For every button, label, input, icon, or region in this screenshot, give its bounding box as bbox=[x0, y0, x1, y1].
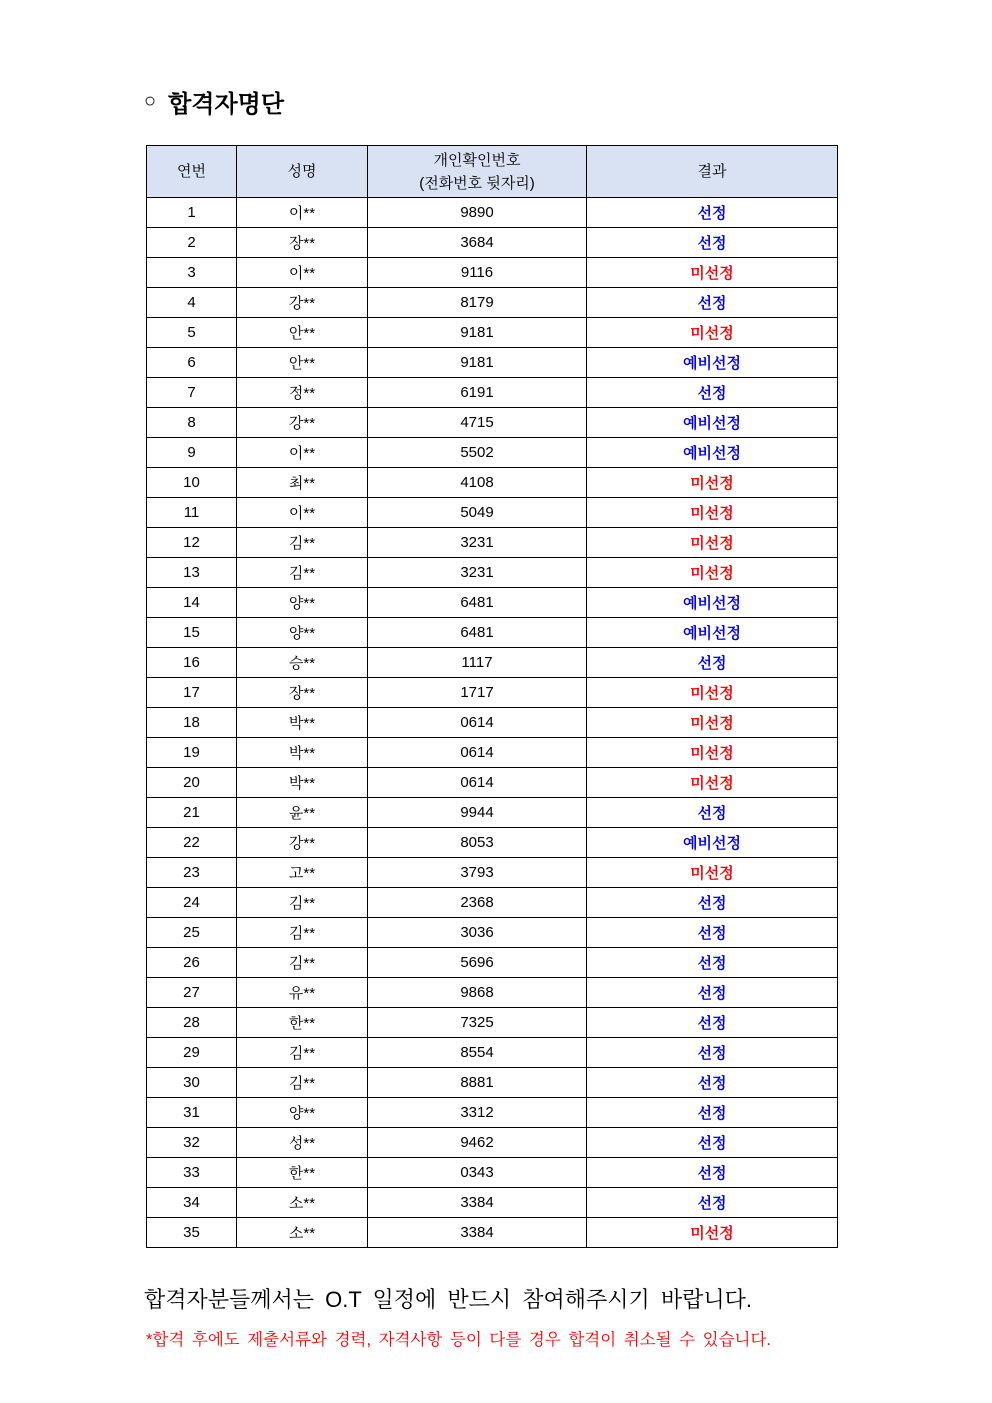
table-row bbox=[147, 228, 838, 258]
cell-phone: 0614 bbox=[368, 708, 587, 738]
header-result: 결과 bbox=[587, 146, 838, 198]
table-row bbox=[147, 888, 838, 918]
cell-no: 7 bbox=[147, 378, 237, 408]
cell-name: 이** bbox=[237, 258, 368, 288]
cell-result: 선정 bbox=[587, 918, 838, 948]
cell-phone: 3036 bbox=[368, 918, 587, 948]
cell-no: 6 bbox=[147, 348, 237, 378]
cell-no: 31 bbox=[147, 1098, 237, 1128]
cell-no: 30 bbox=[147, 1068, 237, 1098]
cell-phone: 1717 bbox=[368, 678, 587, 708]
table-row bbox=[147, 1098, 838, 1128]
cell-phone: 0614 bbox=[368, 738, 587, 768]
cell-name: 안** bbox=[237, 348, 368, 378]
cell-name: 윤** bbox=[237, 798, 368, 828]
cell-phone: 3384 bbox=[368, 1218, 587, 1248]
cell-no: 29 bbox=[147, 1038, 237, 1068]
cell-result: 미선정 bbox=[587, 318, 838, 348]
table-row bbox=[147, 1038, 838, 1068]
table-row bbox=[147, 348, 838, 378]
cell-no: 34 bbox=[147, 1188, 237, 1218]
cell-result: 선정 bbox=[587, 378, 838, 408]
cell-name: 유** bbox=[237, 978, 368, 1008]
cell-result: 선정 bbox=[587, 948, 838, 978]
table-row bbox=[147, 858, 838, 888]
cell-name: 김** bbox=[237, 888, 368, 918]
cell-phone: 5696 bbox=[368, 948, 587, 978]
cell-result: 미선정 bbox=[587, 468, 838, 498]
page-title-text: 합격자명단 bbox=[168, 91, 285, 118]
table-row bbox=[147, 588, 838, 618]
table-row bbox=[147, 468, 838, 498]
cell-no: 24 bbox=[147, 888, 237, 918]
cell-phone: 9944 bbox=[368, 798, 587, 828]
cell-name: 강** bbox=[237, 288, 368, 318]
cell-phone: 0343 bbox=[368, 1158, 587, 1188]
ot-notice-text: 합격자분들께서는 O.T 일정에 반드시 참여해주시기 바랍니다. bbox=[144, 1287, 752, 1312]
cell-result: 선정 bbox=[587, 1158, 838, 1188]
header-name: 성명 bbox=[237, 146, 368, 198]
cell-phone: 6481 bbox=[368, 588, 587, 618]
header-no: 연번 bbox=[147, 146, 237, 198]
cell-phone: 9181 bbox=[368, 348, 587, 378]
cell-phone: 8881 bbox=[368, 1068, 587, 1098]
cell-result: 미선정 bbox=[587, 738, 838, 768]
cell-phone: 3384 bbox=[368, 1188, 587, 1218]
cell-name: 정** bbox=[237, 378, 368, 408]
disqualification-warning-text: *합격 후에도 제출서류와 경력, 자격사항 등이 다를 경우 합격이 취소될 수 있습니다. bbox=[146, 1331, 772, 1349]
cell-name: 한** bbox=[237, 1008, 368, 1038]
header-phone-line1: 개인확인번호 bbox=[433, 151, 521, 169]
cell-phone: 9890 bbox=[368, 198, 587, 228]
cell-result: 선정 bbox=[587, 1128, 838, 1158]
table-row bbox=[147, 438, 838, 468]
cell-result: 예비선정 bbox=[587, 588, 838, 618]
cell-phone: 9116 bbox=[368, 258, 587, 288]
cell-result: 예비선정 bbox=[587, 618, 838, 648]
cell-name: 승** bbox=[237, 648, 368, 678]
table-row bbox=[147, 948, 838, 978]
cell-name: 이** bbox=[237, 438, 368, 468]
cell-phone: 3793 bbox=[368, 858, 587, 888]
cell-result: 미선정 bbox=[587, 498, 838, 528]
cell-phone: 6191 bbox=[368, 378, 587, 408]
cell-name: 양** bbox=[237, 588, 368, 618]
cell-name: 장** bbox=[237, 228, 368, 258]
table-row bbox=[147, 408, 838, 438]
table-header bbox=[147, 146, 838, 198]
table-row bbox=[147, 1188, 838, 1218]
table-row bbox=[147, 1128, 838, 1158]
cell-no: 14 bbox=[147, 588, 237, 618]
cell-name: 고** bbox=[237, 858, 368, 888]
cell-result: 미선정 bbox=[587, 528, 838, 558]
cell-phone: 3684 bbox=[368, 228, 587, 258]
cell-name: 양** bbox=[237, 618, 368, 648]
cell-no: 2 bbox=[147, 228, 237, 258]
cell-result: 미선정 bbox=[587, 558, 838, 588]
cell-name: 성** bbox=[237, 1128, 368, 1158]
cell-no: 20 bbox=[147, 768, 237, 798]
cell-phone: 7325 bbox=[368, 1008, 587, 1038]
table-row bbox=[147, 288, 838, 318]
cell-result: 선정 bbox=[587, 288, 838, 318]
cell-no: 12 bbox=[147, 528, 237, 558]
cell-no: 22 bbox=[147, 828, 237, 858]
cell-no: 21 bbox=[147, 798, 237, 828]
cell-result: 미선정 bbox=[587, 768, 838, 798]
cell-name: 양** bbox=[237, 1098, 368, 1128]
table-row bbox=[147, 798, 838, 828]
cell-no: 1 bbox=[147, 198, 237, 228]
cell-no: 17 bbox=[147, 678, 237, 708]
cell-result: 미선정 bbox=[587, 258, 838, 288]
cell-phone: 8053 bbox=[368, 828, 587, 858]
cell-result: 선정 bbox=[587, 1008, 838, 1038]
cell-no: 28 bbox=[147, 1008, 237, 1038]
cell-name: 박** bbox=[237, 768, 368, 798]
cell-result: 미선정 bbox=[587, 1218, 838, 1248]
cell-name: 소** bbox=[237, 1188, 368, 1218]
cell-result: 미선정 bbox=[587, 678, 838, 708]
table-header-row bbox=[147, 146, 838, 198]
cell-phone: 3231 bbox=[368, 528, 587, 558]
cell-result: 선정 bbox=[587, 228, 838, 258]
table-row bbox=[147, 648, 838, 678]
cell-name: 소** bbox=[237, 1218, 368, 1248]
cell-result: 선정 bbox=[587, 1068, 838, 1098]
cell-result: 선정 bbox=[587, 1038, 838, 1068]
table-row bbox=[147, 378, 838, 408]
cell-no: 27 bbox=[147, 978, 237, 1008]
page-title bbox=[144, 84, 284, 119]
cell-phone: 9868 bbox=[368, 978, 587, 1008]
cell-result: 선정 bbox=[587, 978, 838, 1008]
table-row bbox=[147, 708, 838, 738]
cell-name: 안** bbox=[237, 318, 368, 348]
cell-name: 김** bbox=[237, 1038, 368, 1068]
cell-no: 33 bbox=[147, 1158, 237, 1188]
cell-name: 박** bbox=[237, 738, 368, 768]
table-row bbox=[147, 978, 838, 1008]
cell-name: 김** bbox=[237, 1068, 368, 1098]
cell-no: 23 bbox=[147, 858, 237, 888]
table-row bbox=[147, 258, 838, 288]
cell-no: 4 bbox=[147, 288, 237, 318]
cell-result: 선정 bbox=[587, 888, 838, 918]
cell-phone: 8554 bbox=[368, 1038, 587, 1068]
cell-phone: 9181 bbox=[368, 318, 587, 348]
cell-no: 10 bbox=[147, 468, 237, 498]
cell-no: 35 bbox=[147, 1218, 237, 1248]
table-row bbox=[147, 198, 838, 228]
cell-no: 16 bbox=[147, 648, 237, 678]
cell-phone: 3312 bbox=[368, 1098, 587, 1128]
cell-result: 예비선정 bbox=[587, 828, 838, 858]
cell-result: 선정 bbox=[587, 798, 838, 828]
cell-phone: 2368 bbox=[368, 888, 587, 918]
cell-no: 18 bbox=[147, 708, 237, 738]
cell-name: 김** bbox=[237, 558, 368, 588]
table-row bbox=[147, 618, 838, 648]
table-row bbox=[147, 768, 838, 798]
cell-name: 김** bbox=[237, 948, 368, 978]
cell-no: 15 bbox=[147, 618, 237, 648]
cell-name: 최** bbox=[237, 468, 368, 498]
cell-phone: 9462 bbox=[368, 1128, 587, 1158]
cell-result: 미선정 bbox=[587, 858, 838, 888]
cell-no: 32 bbox=[147, 1128, 237, 1158]
table-row bbox=[147, 678, 838, 708]
cell-phone: 6481 bbox=[368, 618, 587, 648]
cell-name: 이** bbox=[237, 198, 368, 228]
cell-name: 한** bbox=[237, 1158, 368, 1188]
cell-phone: 8179 bbox=[368, 288, 587, 318]
cell-no: 25 bbox=[147, 918, 237, 948]
table-row bbox=[147, 1218, 838, 1248]
table-row bbox=[147, 558, 838, 588]
pass-list-table-container bbox=[146, 145, 837, 1248]
cell-no: 19 bbox=[147, 738, 237, 768]
cell-no: 26 bbox=[147, 948, 237, 978]
cell-result: 미선정 bbox=[587, 708, 838, 738]
circle-bullet-icon: ○ bbox=[144, 90, 157, 112]
cell-phone: 1117 bbox=[368, 648, 587, 678]
cell-result: 선정 bbox=[587, 1098, 838, 1128]
cell-no: 9 bbox=[147, 438, 237, 468]
cell-no: 3 bbox=[147, 258, 237, 288]
cell-phone: 5502 bbox=[368, 438, 587, 468]
cell-name: 김** bbox=[237, 528, 368, 558]
cell-no: 13 bbox=[147, 558, 237, 588]
cell-result: 예비선정 bbox=[587, 438, 838, 468]
cell-no: 8 bbox=[147, 408, 237, 438]
cell-phone: 4715 bbox=[368, 408, 587, 438]
cell-phone: 5049 bbox=[368, 498, 587, 528]
table-row bbox=[147, 1158, 838, 1188]
cell-no: 11 bbox=[147, 498, 237, 528]
cell-result: 예비선정 bbox=[587, 408, 838, 438]
table-row bbox=[147, 1068, 838, 1098]
cell-name: 김** bbox=[237, 918, 368, 948]
table-row bbox=[147, 498, 838, 528]
cell-name: 이** bbox=[237, 498, 368, 528]
pass-list-table bbox=[146, 145, 838, 1248]
header-phone-line2: (전화번호 뒷자리) bbox=[419, 174, 535, 192]
cell-phone: 0614 bbox=[368, 768, 587, 798]
cell-phone: 4108 bbox=[368, 468, 587, 498]
table-row bbox=[147, 528, 838, 558]
cell-no: 5 bbox=[147, 318, 237, 348]
table-row bbox=[147, 828, 838, 858]
cell-result: 선정 bbox=[587, 648, 838, 678]
cell-name: 강** bbox=[237, 408, 368, 438]
table-row bbox=[147, 1008, 838, 1038]
cell-name: 박** bbox=[237, 708, 368, 738]
cell-phone: 3231 bbox=[368, 558, 587, 588]
table-row bbox=[147, 918, 838, 948]
table-body bbox=[147, 198, 838, 1248]
cell-result: 예비선정 bbox=[587, 348, 838, 378]
table-row bbox=[147, 738, 838, 768]
cell-name: 장** bbox=[237, 678, 368, 708]
cell-result: 선정 bbox=[587, 198, 838, 228]
cell-name: 강** bbox=[237, 828, 368, 858]
table-row bbox=[147, 318, 838, 348]
header-phone bbox=[368, 146, 587, 198]
cell-result: 선정 bbox=[587, 1188, 838, 1218]
